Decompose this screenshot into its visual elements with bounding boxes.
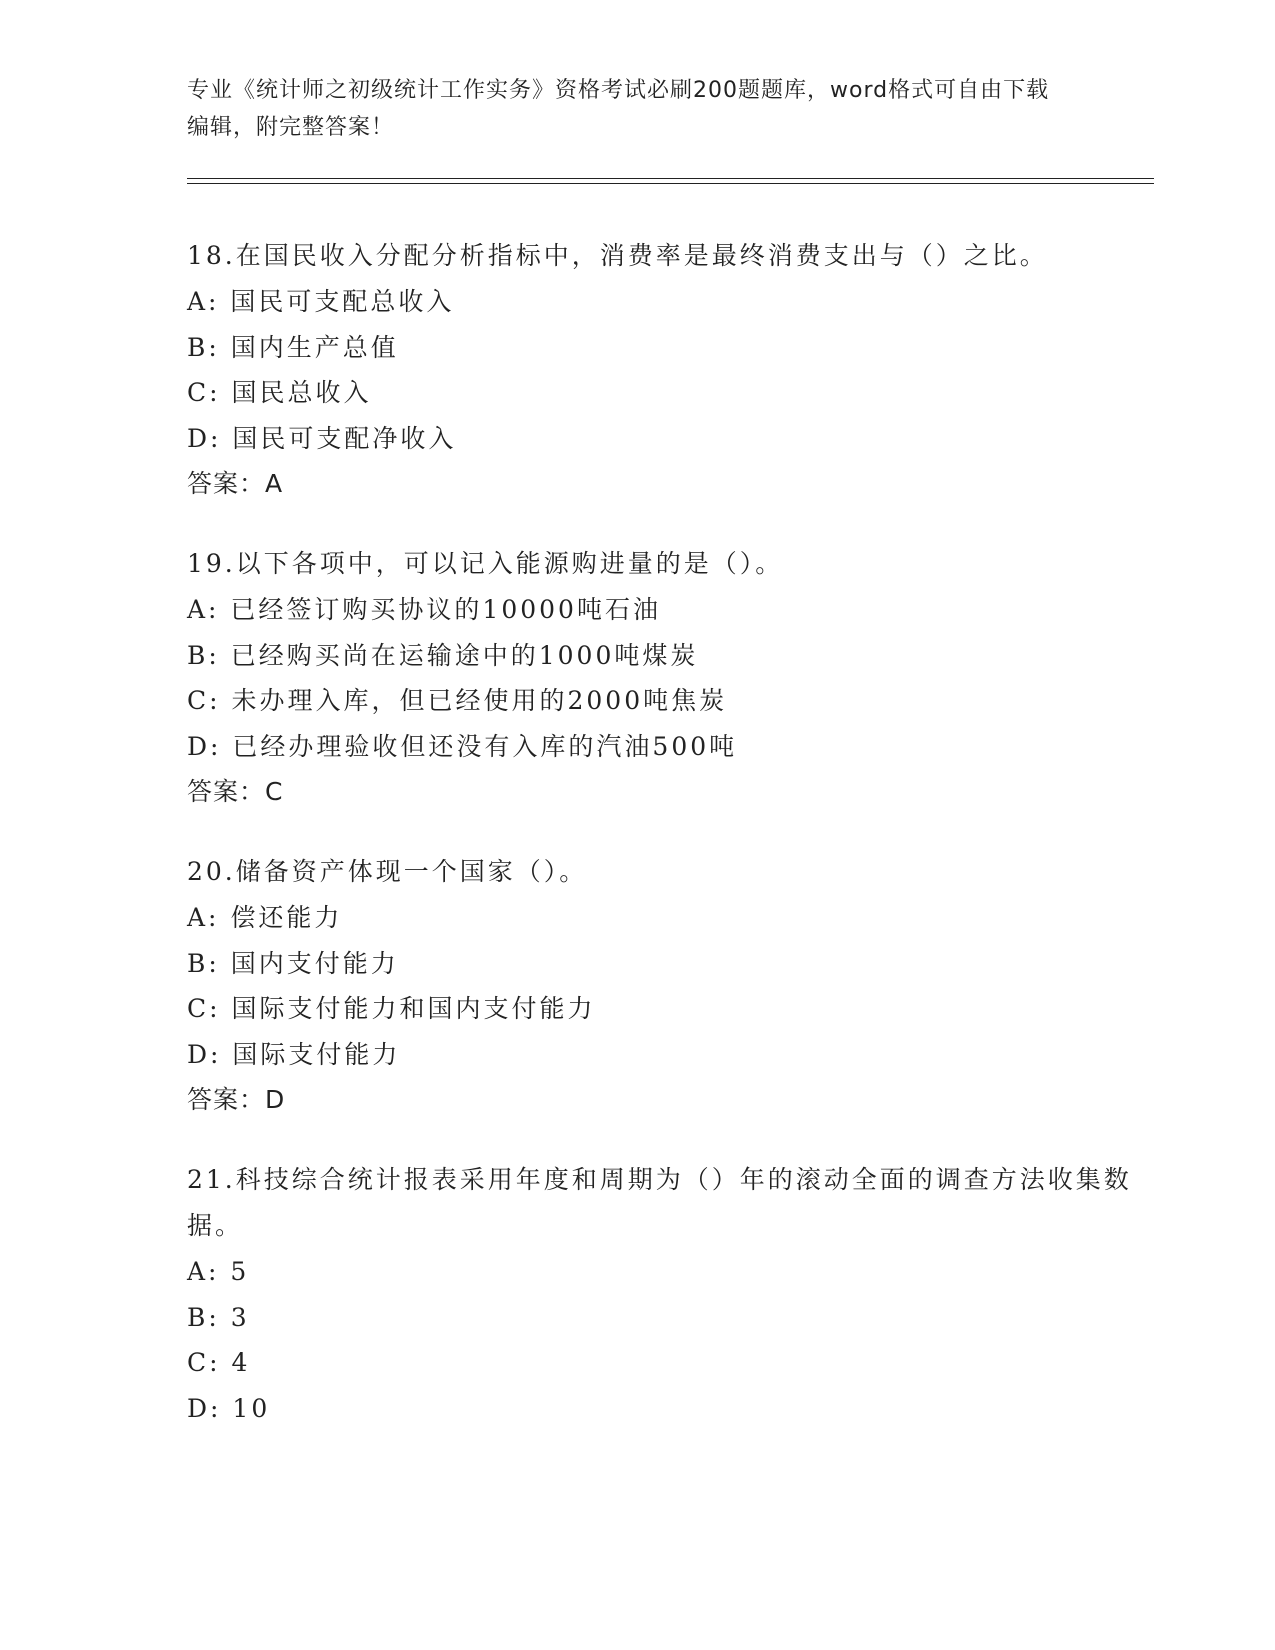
option-b: B: 已经购买尚在运输途中的1000吨煤炭 <box>187 640 699 670</box>
answer-line: 答案：A <box>187 469 284 498</box>
header-divider-bottom <box>187 183 1154 184</box>
document-header: 专业《统计师之初级统计工作实务》资格考试必刷200题题库，word格式可自由下载编辑，附完整答案！ <box>187 78 1050 140</box>
question-list <box>187 233 1147 1465</box>
option-d: D: 已经办理验收但还没有入库的汽油500吨 <box>187 731 738 761</box>
question-text: 19.以下各项中，可以记入能源购进量的是（）。 <box>187 549 784 578</box>
option-a: A: 国民可支配总收入 <box>187 287 455 316</box>
question-19 <box>187 541 1147 815</box>
answer-line: 答案：C <box>187 777 284 806</box>
option-b: B: 国内支付能力 <box>187 948 399 978</box>
answer-line: 答案：D <box>187 1085 286 1114</box>
question-18 <box>187 233 1147 507</box>
option-a: A: 5 <box>187 1257 250 1286</box>
option-a: A: 已经签订购买协议的10000吨石油 <box>187 595 661 624</box>
option-c: C: 国际支付能力和国内支付能力 <box>187 994 596 1023</box>
question-20 <box>187 849 1147 1123</box>
option-c: C: 未办理入库，但已经使用的2000吨焦炭 <box>187 686 728 715</box>
question-21 <box>187 1157 1147 1431</box>
option-d: D: 10 <box>187 1393 271 1423</box>
option-a: A: 偿还能力 <box>187 903 343 932</box>
question-text: 18.在国民收入分配分析指标中，消费率是最终消费支出与（）之比。 <box>187 241 1048 270</box>
option-c: C: 4 <box>187 1348 251 1377</box>
option-c: C: 国民总收入 <box>187 378 372 407</box>
option-d: D: 国际支付能力 <box>187 1039 401 1069</box>
option-b: B: 3 <box>187 1302 250 1332</box>
question-text: 21.科技综合统计报表采用年度和周期为（）年的滚动全面的调查方法收集数据。 <box>187 1165 1132 1240</box>
question-text: 20.储备资产体现一个国家（）。 <box>187 857 588 886</box>
header-divider-top <box>187 178 1154 179</box>
option-b: B: 国内生产总值 <box>187 332 399 362</box>
option-d: D: 国民可支配净收入 <box>187 423 457 453</box>
